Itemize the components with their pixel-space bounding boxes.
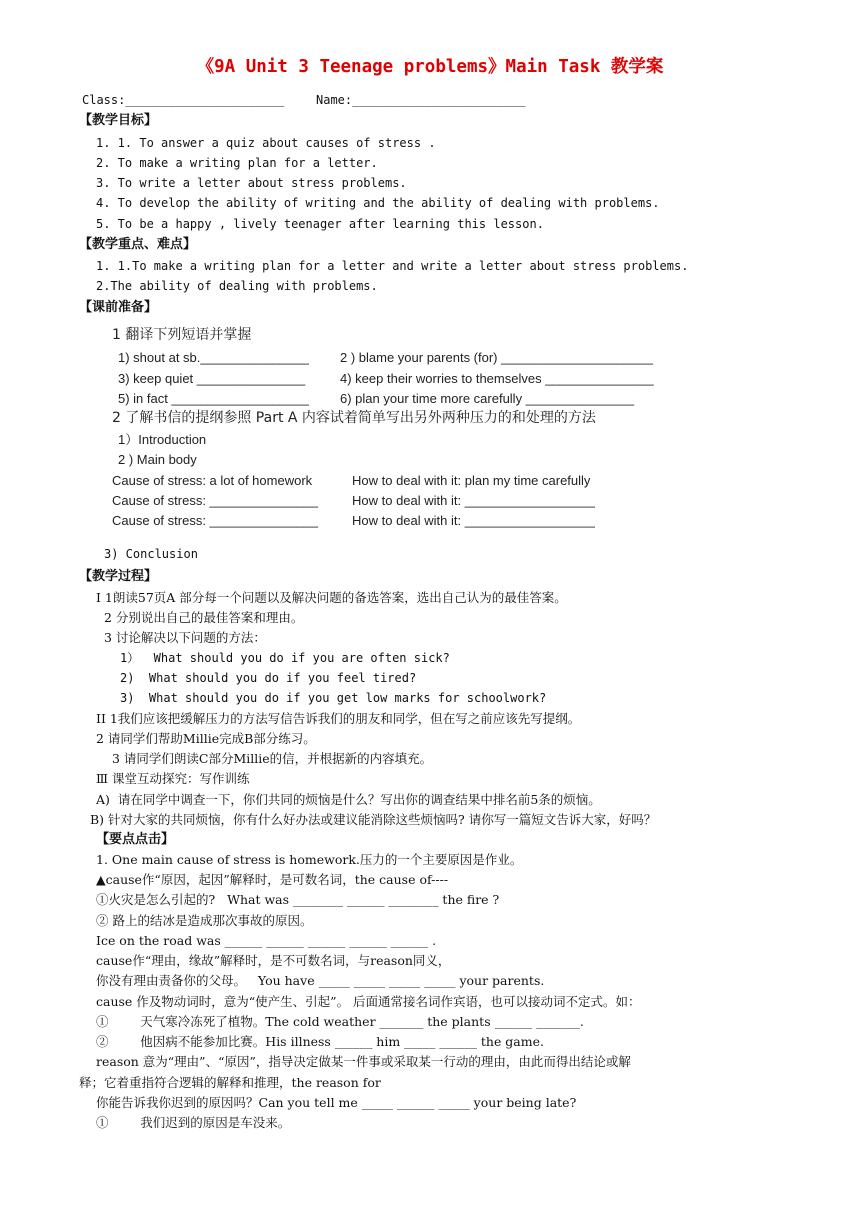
- outline-main-body: 2 ) Main body: [118, 452, 197, 467]
- preparation-heading: 【课前准备】: [79, 300, 158, 315]
- process-line: 释；它着重指符合逻辑的解释和推理，the reason for: [79, 1075, 381, 1090]
- process-line: 1） What should you do if you are often sick?: [120, 651, 450, 665]
- process-line: 3 讨论解决以下问题的方法：: [104, 630, 266, 645]
- process-line: Ice on the road was ______ ______ ______ ______ ______ .: [96, 933, 437, 948]
- process-line: B) 针对大家的共同烦恼，你有什么好办法或建议能消除这些烦恼吗? 请你写一篇短文告诉大家，好吗？: [90, 812, 657, 827]
- goal-item: 1. 1. To answer a quiz about causes of stress .: [96, 136, 436, 150]
- goal-item: 3. To write a letter about stress problems.: [96, 176, 407, 190]
- process-line: ①火灾是怎么引起的? What was ________ ______ ________ the fire ?: [96, 892, 500, 907]
- process-line: II 1我们应该把缓解压力的方法写信告诉我们的朋友和同学，但在写之前应该先写提纲。: [96, 711, 581, 726]
- phrase-item: 1) shout at sb._______________: [118, 350, 309, 365]
- process-line: 你没有理由责备你的父母。 You have _____ _____ _____ _____ your parents.: [96, 973, 545, 988]
- outline-intro: 1）Introduction: [118, 432, 207, 447]
- outline-task-title: 2 了解书信的提纲参照 Part A 内容试着简单写出另外两种压力的和处理的方法: [112, 410, 596, 426]
- deal-item: How to deal with it: plan my time carefully: [352, 473, 591, 488]
- process-line: cause 作及物动词时，意为“使产生、引起”。 后面通常接名词作宾语，也可以接动词不定式。如：: [96, 994, 641, 1009]
- cause-item: Cause of stress: _______________: [112, 513, 318, 528]
- process-line: A) 请在同学中调查一下，你们共同的烦恼是什么？写出你的调查结果中排名前5条的烦恼。: [96, 792, 601, 807]
- process-line: 2 请同学们帮助Millie完成B部分练习。: [96, 731, 316, 746]
- process-line: 1. One main cause of stress is homework.压力的一个主要原因是作业。: [96, 852, 523, 867]
- cause-item: Cause of stress: _______________: [112, 493, 318, 508]
- key-notes-heading: 【要点点击】: [96, 832, 175, 847]
- goals-heading: 【教学目标】: [79, 113, 158, 128]
- deal-item: How to deal with it: __________________: [352, 513, 595, 528]
- process-line: ② 路上的结冰是造成那次事故的原因。: [96, 913, 313, 928]
- process-line: cause作“理由，缘故”解释时，是不可数名词，与reason同义，: [96, 953, 451, 968]
- process-line: reason 意为“理由”、“原因”，指导决定做某一件事或采取某一行动的理由，由此而得出结论或解: [96, 1054, 631, 1069]
- goal-item: 5. To be a happy , lively teenager after learning this lesson.: [96, 217, 544, 231]
- key-point-item: 1. 1.To make a writing plan for a letter and write a letter about stress problems.: [96, 259, 689, 273]
- phrase-item: 4) keep their worries to themselves _______________: [340, 371, 654, 386]
- phrase-item: 6) plan your time more carefully _______________: [340, 391, 635, 406]
- page-title: 《9A Unit 3 Teenage problems》Main Task 教学案: [196, 57, 664, 77]
- translate-task-title: 1 翻译下列短语并掌握: [112, 327, 252, 343]
- process-line: 3 请同学们朗读C部分Millie的信，并根据新的内容填充。: [112, 751, 433, 766]
- goal-item: 4. To develop the ability of writing and the ability of dealing with problems.: [96, 196, 660, 210]
- phrase-item: 3) keep quiet _______________: [118, 371, 306, 386]
- key-points-heading: 【教学重点、难点】: [79, 237, 197, 252]
- class-field[interactable]: Class:______________________: [82, 93, 285, 107]
- process-line: 3) What should you do if you get low marks for schoolwork?: [120, 691, 547, 705]
- goal-item: 2. To make a writing plan for a letter.: [96, 156, 378, 170]
- process-line: Ⅲ 课堂互动探究：写作训练: [96, 771, 250, 786]
- outline-conclusion: 3) Conclusion: [104, 547, 198, 561]
- process-line: 2 分别说出自己的最佳答案和理由。: [104, 610, 304, 625]
- deal-item: How to deal with it: __________________: [352, 493, 595, 508]
- name-field[interactable]: Name:________________________: [316, 93, 526, 107]
- process-line: 你能告诉我你迟到的原因吗？Can you tell me _____ ______ _____ your being late?: [96, 1095, 577, 1110]
- process-line: ② 他因病不能参加比赛。His illness ______ him _____ ______ the game.: [96, 1034, 544, 1049]
- phrase-item: 2 ) blame your parents (for) _____________________: [340, 350, 653, 365]
- process-line: ① 我们迟到的原因是车没来。: [96, 1115, 291, 1130]
- process-line: Ⅰ 1朗读57页A 部分每一个问题以及解决问题的备选答案，选出自己认为的最佳答案。: [96, 590, 567, 605]
- process-line: ▲cause作“原因，起因”解释时，是可数名词，the cause of----: [96, 872, 449, 887]
- phrase-item: 5) in fact ___________________: [118, 391, 309, 406]
- key-point-item: 2.The ability of dealing with problems.: [96, 279, 378, 293]
- process-heading: 【教学过程】: [79, 569, 158, 584]
- process-line: ① 天气寒冷冻死了植物。The cold weather _______ the plants ______ _______.: [96, 1014, 584, 1029]
- cause-item: Cause of stress: a lot of homework: [112, 473, 313, 488]
- process-line: 2) What should you do if you feel tired?: [120, 671, 417, 685]
